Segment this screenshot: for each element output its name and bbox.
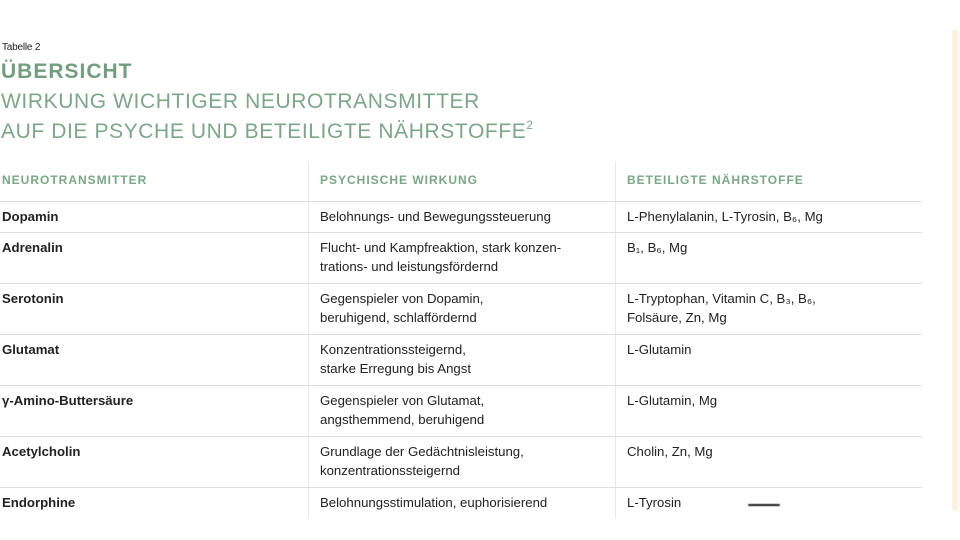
table-row-gaba: [0, 386, 922, 437]
naehrstoffe-line: Folsäure, Zn, Mg: [627, 310, 727, 325]
naehrstoffe-line: L-Phenylalanin, L-Tyrosin, B₆, Mg: [627, 209, 823, 224]
wirkung-line: Belohnungsstimulation, euphorisierend: [320, 495, 548, 510]
neurotransmitter-cell: Glutamat: [2, 342, 60, 357]
wirkung-cell: [308, 233, 615, 283]
wirkung-cell: [308, 386, 615, 436]
page-title: ÜBERSICHT: [1, 60, 133, 83]
wirkung-line: Gegenspieler von Dopamin,: [320, 291, 484, 306]
naehrstoffe-cell: [615, 386, 922, 436]
wirkung-line: trations- und leistungsfördernd: [320, 259, 499, 274]
naehrstoffe-line: Cholin, Zn, Mg: [627, 444, 713, 459]
subtitle-line-2: [1, 118, 534, 144]
wirkung-line: Grundlage der Gedächtnisleistung,: [320, 444, 524, 459]
wirkung-cell: [308, 284, 615, 334]
naehrstoffe-cell: [615, 437, 922, 487]
neurotransmitter-cell: Adrenalin: [2, 240, 63, 255]
wirkung-line: starke Erregung bis Angst: [320, 361, 472, 376]
neurotransmitter-cell: Acetylcholin: [2, 444, 81, 459]
table-row-acetylcholin: [0, 437, 922, 488]
table-header-row: [0, 162, 922, 202]
footnote-marker: 2: [526, 118, 534, 132]
table-row-endorphine: [0, 488, 922, 518]
naehrstoffe-line: L-Glutamin: [627, 342, 692, 357]
column-header-wirkung: PSYCHISCHE WIRKUNG: [308, 162, 615, 201]
scan-artifact-mark: [748, 504, 780, 506]
neurotransmitter-cell: Serotonin: [2, 291, 64, 306]
wirkung-line: Belohnungs- und Bewegungssteuerung: [320, 209, 551, 224]
table-caption: Tabelle 2: [2, 42, 41, 53]
naehrstoffe-cell: [615, 202, 922, 232]
wirkung-line: beruhigend, schlaffördernd: [320, 310, 477, 325]
wirkung-line: angsthemmend, beruhigend: [320, 412, 485, 427]
wirkung-cell: [308, 202, 615, 232]
neurotransmitter-cell: Endorphine: [2, 495, 76, 510]
table-row-adrenalin: [0, 233, 922, 284]
table-row-serotonin: [0, 284, 922, 335]
wirkung-line: Flucht- und Kampfreaktion, stark konzen-: [320, 240, 562, 255]
wirkung-line: Gegenspieler von Glutamat,: [320, 393, 485, 408]
naehrstoffe-line: B₁, B₆, Mg: [627, 240, 688, 255]
naehrstoffe-line: L-Tyrosin: [627, 495, 682, 510]
naehrstoffe-cell: [615, 335, 922, 385]
naehrstoffe-line: L-Tryptophan, Vitamin C, B₃, B₆,: [627, 291, 816, 306]
table-row-dopamin: [0, 202, 922, 233]
subtitle-line-1: WIRKUNG WICHTIGER NEUROTRANSMITTER: [1, 90, 480, 113]
wirkung-cell: [308, 488, 615, 518]
subtitle-line-2-text: AUF DIE PSYCHE UND BETEILIGTE NÄHRSTOFFE: [1, 120, 527, 143]
wirkung-cell: [308, 437, 615, 487]
naehrstoffe-cell: [615, 488, 922, 518]
column-header-naehrstoffe: BETEILIGTE NÄHRSTOFFE: [615, 162, 922, 201]
wirkung-cell: [308, 335, 615, 385]
naehrstoffe-cell: [615, 284, 922, 334]
wirkung-line: Konzentrationssteigernd,: [320, 342, 466, 357]
page-edge-strip: [952, 30, 958, 510]
wirkung-line: konzentrationssteigernd: [320, 463, 461, 478]
naehrstoffe-line: L-Glutamin, Mg: [627, 393, 718, 408]
naehrstoffe-cell: [615, 233, 922, 283]
neurotransmitter-table: [0, 162, 922, 518]
neurotransmitter-cell: γ-Amino-Buttersäure: [2, 393, 134, 408]
column-header-neurotransmitter: NEUROTRANSMITTER: [2, 173, 148, 187]
neurotransmitter-cell: Dopamin: [2, 209, 59, 224]
table-row-glutamat: [0, 335, 922, 386]
